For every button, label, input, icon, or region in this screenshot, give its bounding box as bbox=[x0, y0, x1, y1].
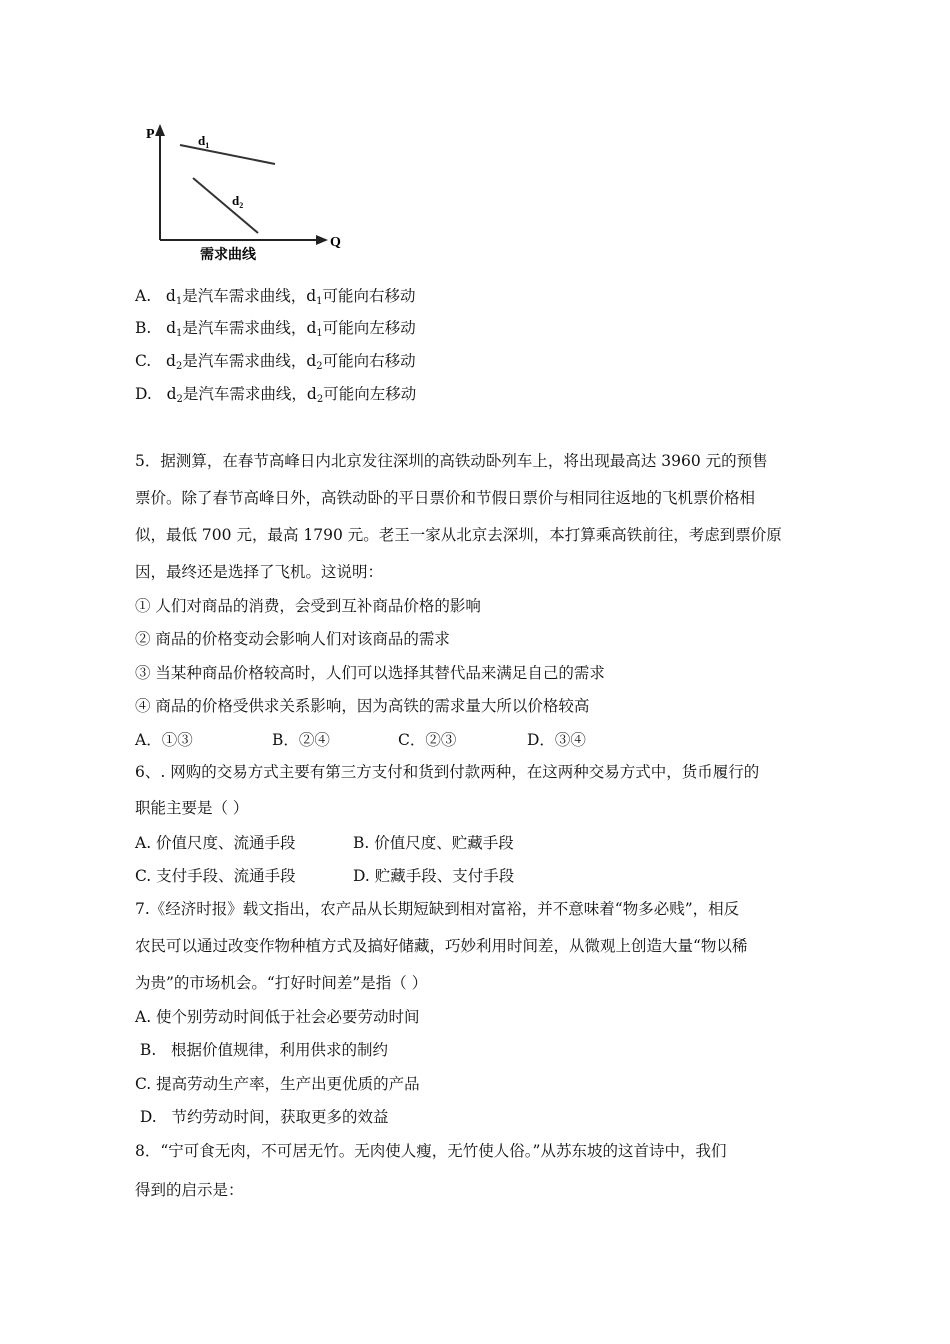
q7-option-b: B. 根据价值规律，利用供求的制约 bbox=[135, 1041, 389, 1059]
p-axis-label: P bbox=[146, 127, 155, 142]
demand-curve-d2 bbox=[193, 178, 258, 233]
q5-item: ③ 当某种商品价格较高时，人们可以选择其替代品来满足自己的需求 bbox=[135, 664, 605, 682]
q5-text-line: 因，最终还是选择了飞机。这说明： bbox=[135, 563, 384, 581]
y-axis-arrow bbox=[155, 124, 165, 136]
q6-options-row bbox=[135, 866, 514, 886]
q6-option-a: A. 价值尺度、流通手段 bbox=[135, 834, 296, 852]
q5-option-b: B．②④ bbox=[272, 731, 330, 749]
q5-item: ④ 商品的价格受供求关系影响，因为高铁的需求量大所以价格较高 bbox=[135, 697, 590, 715]
q6-option-d: D. 贮藏手段、支付手段 bbox=[353, 867, 515, 885]
x-axis-arrow bbox=[316, 235, 328, 245]
demand-curve-figure bbox=[140, 120, 350, 265]
q5-text-line: 5．据测算，在春节高峰日内北京发往深圳的高铁动卧列车上，将出现最高达 3960 元的预售 bbox=[135, 452, 768, 470]
figure-caption: 需求曲线 bbox=[200, 247, 256, 263]
d2-label: $d_2$ bbox=[232, 193, 244, 210]
q5-option-c: C．②③ bbox=[398, 731, 457, 749]
q7-text-line: 7.《经济时报》载文指出，农产品从长期短缺到相对富裕，并不意味着“物多必贱”，相反 bbox=[135, 900, 740, 918]
q4-option-b: B. $d_1$是汽车需求曲线，$d_1$可能向左移动 bbox=[135, 319, 416, 339]
q7-option-c: C. 提高劳动生产率，生产出更优质的产品 bbox=[135, 1075, 420, 1093]
q5-options bbox=[135, 730, 586, 750]
q-axis-label: Q bbox=[330, 235, 341, 250]
demand-curve-d1 bbox=[180, 145, 275, 164]
q7-option-a: A. 使个别劳动时间低于社会必要劳动时间 bbox=[135, 1008, 420, 1026]
q5-item: ① 人们对商品的消费，会受到互补商品价格的影响 bbox=[135, 597, 481, 615]
q7-option-d: D. 节约劳动时间，获取更多的效益 bbox=[135, 1108, 389, 1126]
q4-option-d: D. $d_2$是汽车需求曲线，$d_2$可能向左移动 bbox=[135, 385, 417, 405]
q6-option-c: C. 支付手段、流通手段 bbox=[135, 867, 296, 885]
q8-text-line: 得到的启示是： bbox=[135, 1181, 244, 1199]
q7-text-line: 农民可以通过改变作物种植方式及搞好储藏，巧妙利用时间差，从微观上创造大量“物以稀 bbox=[135, 937, 748, 955]
q7-text-line: 为贵”的市场机会。“打好时间差”是指（ ） bbox=[135, 974, 428, 992]
q8-text-line: 8．“宁可食无肉，不可居无竹。无肉使人瘦，无竹使人俗。”从苏东坡的这首诗中，我们 bbox=[135, 1142, 727, 1160]
d1-label: $d_1$ bbox=[198, 133, 210, 150]
q5-option-d: D．③④ bbox=[527, 731, 586, 749]
q5-item: ② 商品的价格变动会影响人们对该商品的需求 bbox=[135, 630, 450, 648]
q4-option-c: C. $d_2$是汽车需求曲线，$d_2$可能向右移动 bbox=[135, 352, 416, 372]
q6-text-line: 职能主要是（ ） bbox=[135, 799, 249, 817]
q6-option-b: B. 价值尺度、贮藏手段 bbox=[353, 834, 514, 852]
q5-text-line: 似，最低 700 元，最高 1790 元。老王一家从北京去深圳，本打算乘高铁前往，考虑到票价原 bbox=[135, 526, 782, 544]
q4-option-a: A. $d_1$是汽车需求曲线，$d_1$可能向右移动 bbox=[135, 287, 416, 307]
q6-text-line: 6、. 网购的交易方式主要有第三方支付和货到付款两种，在这两种交易方式中，货币履行的 bbox=[135, 763, 760, 781]
q6-options-row bbox=[135, 833, 514, 853]
q5-option-a: A．①③ bbox=[135, 731, 193, 749]
q5-text-line: 票价。除了春节高峰日外，高铁动卧的平日票价和节假日票价与相同往返地的飞机票价格相 bbox=[135, 489, 756, 507]
